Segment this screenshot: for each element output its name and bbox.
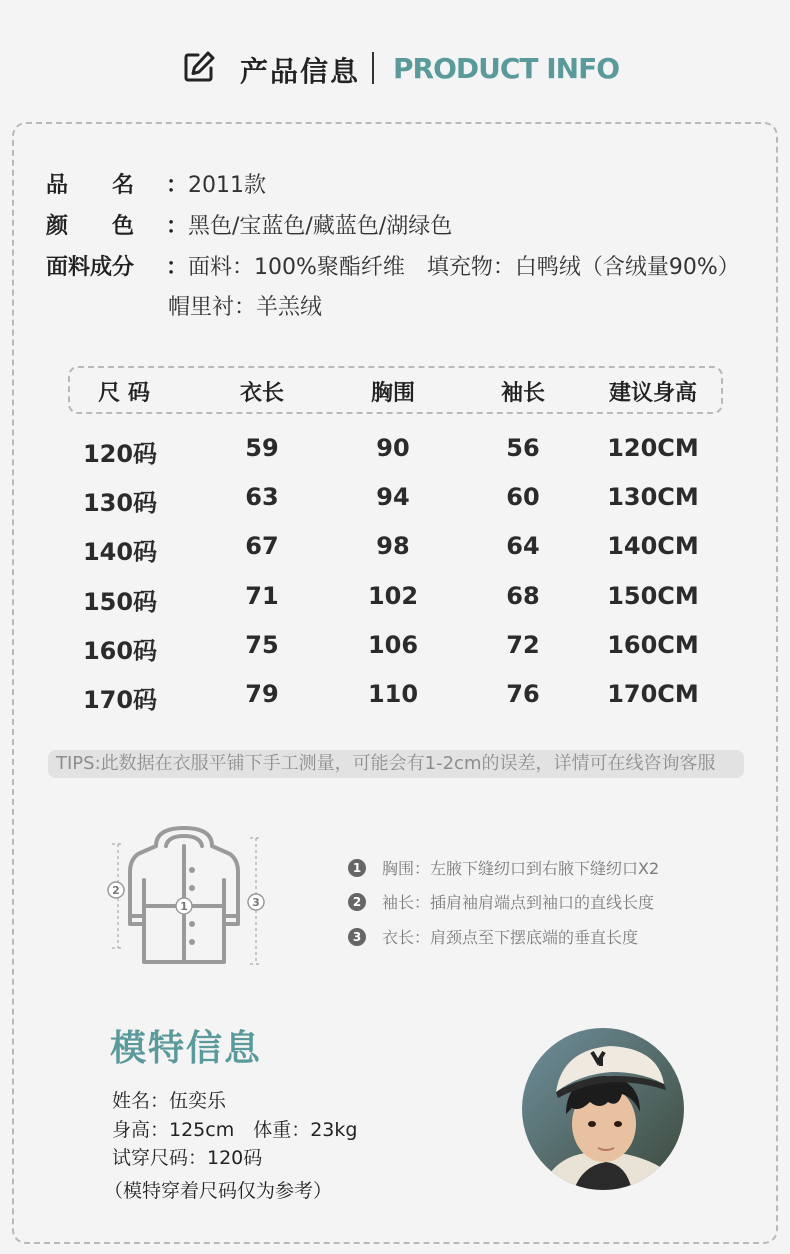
cell-size: 150码 bbox=[82, 588, 158, 616]
cell-chest: 110 bbox=[367, 680, 419, 708]
legend-number: 3 bbox=[348, 928, 366, 946]
info-row-color: 颜 色 ：黑色/宝蓝色/藏蓝色/湖绿色 bbox=[46, 209, 452, 240]
title-cn: 产品信息 bbox=[240, 55, 361, 88]
name-label: 品 名 bbox=[46, 173, 135, 198]
model-note: （模特穿着尺码仅为参考） bbox=[104, 1180, 333, 1202]
cell-length: 79 bbox=[245, 680, 279, 708]
cell-size: 170码 bbox=[82, 686, 158, 714]
cell-length: 75 bbox=[245, 631, 279, 659]
cell-height: 120CM bbox=[607, 434, 699, 462]
model-name: 姓名：伍奕乐 bbox=[112, 1090, 227, 1112]
cell-height: 130CM bbox=[607, 483, 699, 511]
marker-1: 1 bbox=[180, 900, 188, 913]
cell-chest: 90 bbox=[376, 434, 410, 462]
legend-text: 衣长：肩颈点至下摆底端的垂直长度 bbox=[382, 928, 639, 947]
cell-sleeve: 64 bbox=[506, 532, 540, 560]
header-sleeve: 袖长 bbox=[500, 381, 546, 406]
legend-item-length bbox=[348, 925, 638, 948]
cell-sleeve: 72 bbox=[506, 631, 540, 659]
cell-chest: 102 bbox=[367, 582, 419, 610]
cell-height: 160CM bbox=[607, 631, 699, 659]
cell-size: 130码 bbox=[82, 489, 158, 517]
info-row-name: 品 名 ：2011款 bbox=[46, 168, 266, 199]
color-label: 颜 色 bbox=[46, 214, 135, 239]
cell-length: 67 bbox=[245, 532, 279, 560]
tips-banner: TIPS:此数据在衣服平铺下手工测量，可能会有1-2cm的误差，详情可在线咨询客服 bbox=[48, 750, 744, 778]
cell-size: 160码 bbox=[82, 637, 158, 665]
model-title: 模特信息 bbox=[110, 1028, 263, 1069]
material-value-2: 帽里衬：羊羔绒 bbox=[168, 295, 323, 320]
info-row-material: 面料成分 ：面料：100%聚酯纤维 填充物：白鸭绒（含绒量90%） bbox=[46, 250, 740, 281]
marker-3: 3 bbox=[252, 896, 260, 909]
legend-text: 袖长：插肩袖肩端点到袖口的直线长度 bbox=[382, 893, 655, 912]
title-en: PRODUCT INFO bbox=[393, 52, 620, 85]
cell-sleeve: 56 bbox=[506, 434, 540, 462]
header-height: 建议身高 bbox=[608, 381, 698, 406]
material-label: 面料成分 bbox=[46, 255, 135, 280]
material-value: 面料：100%聚酯纤维 填充物：白鸭绒（含绒量90%） bbox=[188, 255, 740, 280]
marker-2: 2 bbox=[112, 884, 120, 897]
cell-chest: 94 bbox=[376, 483, 410, 511]
legend-number: 1 bbox=[348, 859, 366, 877]
page-header bbox=[0, 46, 790, 92]
header-length: 衣长 bbox=[239, 381, 285, 406]
model-height-weight: 身高：125cm 体重：23kg bbox=[112, 1119, 358, 1141]
model-photo bbox=[522, 1028, 684, 1190]
cell-height: 170CM bbox=[607, 680, 699, 708]
header-size: 尺 码 bbox=[98, 381, 150, 406]
header-chest: 胸围 bbox=[370, 381, 416, 406]
legend-item-sleeve bbox=[348, 890, 654, 913]
legend-number: 2 bbox=[348, 893, 366, 911]
cell-length: 71 bbox=[245, 582, 279, 610]
cell-sleeve: 68 bbox=[506, 582, 540, 610]
legend-text: 胸围：左腋下缝纫口到右腋下缝纫口X2 bbox=[382, 859, 660, 878]
jacket-diagram bbox=[104, 824, 272, 968]
cell-chest: 98 bbox=[376, 532, 410, 560]
title-divider bbox=[372, 52, 374, 84]
edit-icon bbox=[182, 50, 216, 84]
name-value: 2011款 bbox=[188, 173, 267, 198]
cell-sleeve: 60 bbox=[506, 483, 540, 511]
legend-item-chest bbox=[348, 856, 659, 879]
cell-size: 140码 bbox=[82, 538, 158, 566]
cell-chest: 106 bbox=[367, 631, 419, 659]
cell-height: 140CM bbox=[607, 532, 699, 560]
cell-length: 59 bbox=[245, 434, 279, 462]
color-value: 黑色/宝蓝色/藏蓝色/湖绿色 bbox=[188, 214, 453, 239]
model-size: 试穿尺码：120码 bbox=[112, 1147, 263, 1169]
cell-length: 63 bbox=[245, 483, 279, 511]
info-row-lining bbox=[168, 290, 322, 321]
cell-sleeve: 76 bbox=[506, 680, 540, 708]
cell-size: 120码 bbox=[82, 440, 158, 468]
cell-height: 150CM bbox=[607, 582, 699, 610]
